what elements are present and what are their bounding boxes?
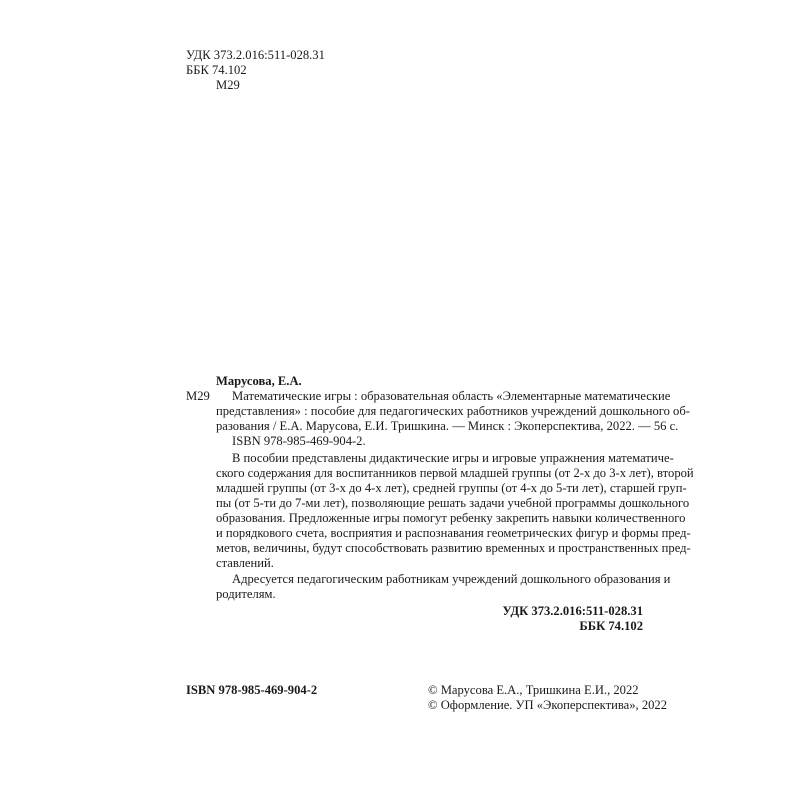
annotation-line-5: образования. Предложенные игры помогут ребенку закрепить навыки количественного xyxy=(216,511,686,525)
record-author-code: М29 xyxy=(186,389,210,403)
record-author: Марусова, Е.А. xyxy=(216,374,302,388)
annotation-line-1: В пособии представлены дидактические игры и игровые упражнения математиче- xyxy=(232,451,674,465)
annotation-line-2: ского содержания для воспитанников первой младшей группы (от 2-х до 3-х лет), второй xyxy=(216,466,694,480)
footer-copyright-design: © Оформление. УП «Экоперспектива», 2022 xyxy=(428,698,668,712)
header-author-code: М29 xyxy=(216,78,240,92)
annotation-line-7: метов, величины, будут способствовать развитию временных и пространственных пред- xyxy=(216,541,691,555)
record-description-line-2: представления» : пособие для педагогических работников учреждений дошкольного об- xyxy=(216,404,690,418)
annotation-line-4: пы (от 5-ти до 7-ми лет), позволяющие решать задачи учебной программы дошкольного xyxy=(216,496,690,510)
record-description-line-3: разования / Е.А. Марусова, Е.И. Тришкина. — Минск : Экоперспектива, 2022. — 56 с. xyxy=(216,419,679,433)
classification-bbk: ББК 74.102 xyxy=(579,619,643,633)
header-bbk: ББК 74.102 xyxy=(186,63,247,77)
audience-line-1: Адресуется педагогическим работникам учреждений дошкольного образования и xyxy=(232,572,671,586)
audience-line-2: родителям. xyxy=(216,587,276,601)
footer-copyright-authors: © Марусова Е.А., Тришкина Е.И., 2022 xyxy=(428,683,639,697)
annotation-line-3: младшей группы (от 3-х до 4-х лет), средней группы (от 4-х до 5-ти лет), старшей груп- xyxy=(216,481,687,495)
annotation-line-6: и порядкового счета, восприятия и распознавания геометрических фигур и формы пред- xyxy=(216,526,691,540)
record-description-line-1: Математические игры : образовательная область «Элементарные математические xyxy=(232,389,671,403)
annotation-line-8: ставлений. xyxy=(216,556,274,570)
classification-udk: УДК 373.2.016:511-028.31 xyxy=(502,604,643,618)
record-isbn: ISBN 978-985-469-904-2. xyxy=(232,434,366,448)
header-udk: УДК 373.2.016:511-028.31 xyxy=(186,48,325,62)
footer-isbn: ISBN 978-985-469-904-2 xyxy=(186,683,318,697)
